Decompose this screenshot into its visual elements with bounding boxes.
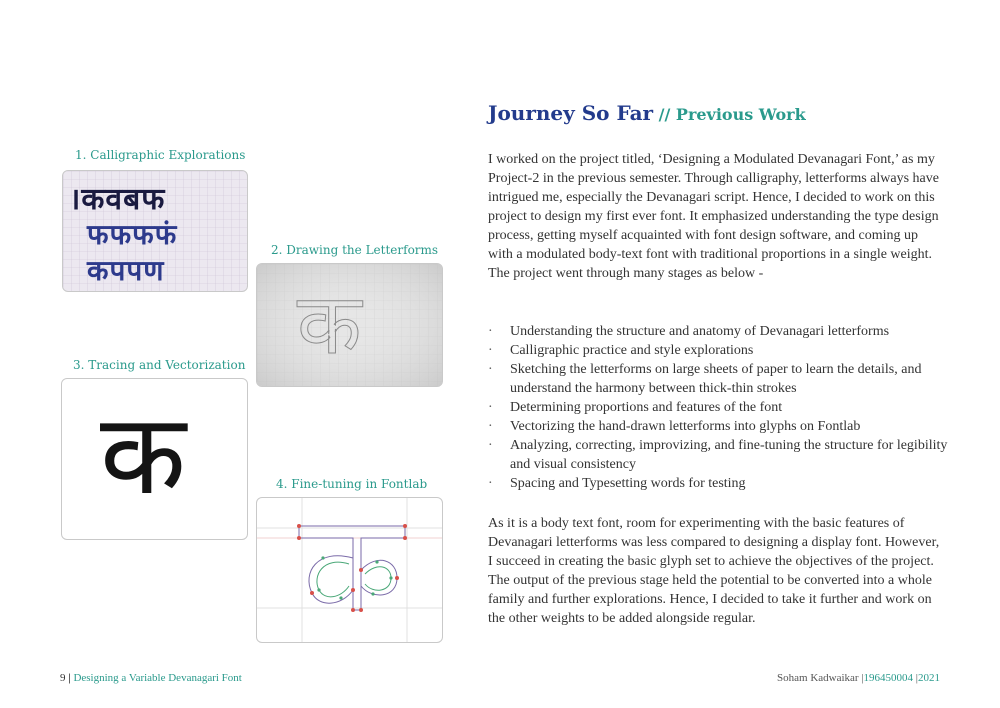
footer-author: Soham Kadwaikar [777, 672, 859, 684]
caption-tracing-vectorization: 3. Tracing and Vectorization [73, 358, 246, 372]
list-item: · Sketching the letterforms on large sheets of paper to learn the details, and understand the harmony between thick-thin strokes [488, 360, 948, 398]
footer-document-title: Designing a Variable Devanagari Font [73, 672, 242, 684]
footer-left [60, 672, 242, 684]
footer-separator: | [68, 672, 71, 684]
list-item: · Calligraphic practice and style explorations [488, 341, 948, 360]
calligraphy-row-1: ।कवबफ [69, 182, 166, 217]
heading-separator: // [653, 105, 676, 124]
vectorized-glyph: क [100, 390, 187, 520]
drawn-letterform-glyph: क [297, 275, 362, 373]
caption-drawing-letterforms: 2. Drawing the Letterforms [271, 243, 439, 257]
vector-glyph-image [61, 378, 248, 540]
conclusion-paragraph [488, 514, 943, 628]
drawing-image [256, 263, 443, 387]
list-item: · Analyzing, correcting, improvizing, and fine-tuning the structure for legibility and visual consistency [488, 436, 948, 474]
calligraphy-image [62, 170, 248, 292]
heading-main: Journey So Far [488, 101, 654, 125]
list-item: · Vectorizing the hand-drawn letterforms into glyphs on Fontlab [488, 417, 948, 436]
footer-right [777, 672, 940, 684]
list-item: · Understanding the structure and anatomy of Devanagari letterforms [488, 322, 948, 341]
conclusion-text: As it is a body text font, room for experimenting with the basic features of Devanagari letterforms was less compared to designing a display font. However, I succeed in creating the basic glyph set to achieve the objectives of the project. The output of the previous stage held the potential to be converted into a whole family and further explorations. Hence, I decided to take it further and work on the other weights to be added alongside regular. [488, 516, 940, 626]
caption-fine-tuning-fontlab: 4. Fine-tuning in Fontlab [276, 477, 428, 491]
fontlab-outline-diagram [257, 498, 442, 642]
heading-sub: Previous Work [675, 105, 806, 124]
calligraphy-row-3: कपपण [87, 254, 165, 287]
list-item: · Spacing and Typesetting words for testing [488, 474, 948, 493]
footer-roll-number: 196450004 [863, 672, 914, 684]
intro-paragraph [488, 150, 943, 283]
intro-text: I worked on the project titled, ‘Designing a Modulated Devanagari Font,’ as my Project-2 in the previous semester. Through calligraphy, letterforms always have intrigued me, especially the Devanagari script. Hence, I decided to work on this project to design my first ever font. It emphasized understanding the type design process, getting myself acquainted with font design software, and coming up with a modulated body-text font with traditional proportions in a single weight. The project went through many stages as below - [488, 152, 939, 281]
footer-year: 2021 [918, 672, 940, 684]
stages-list [488, 322, 948, 493]
page-number: 9 [60, 672, 66, 684]
fontlab-image [256, 497, 443, 643]
page-heading [488, 90, 806, 128]
footer-separator: | [915, 672, 918, 684]
list-item: · Determining proportions and features of the font [488, 398, 948, 417]
caption-calligraphic-explorations: 1. Calligraphic Explorations [75, 148, 246, 162]
footer-separator: | [861, 672, 864, 684]
calligraphy-row-2: फफफफं [87, 218, 178, 251]
